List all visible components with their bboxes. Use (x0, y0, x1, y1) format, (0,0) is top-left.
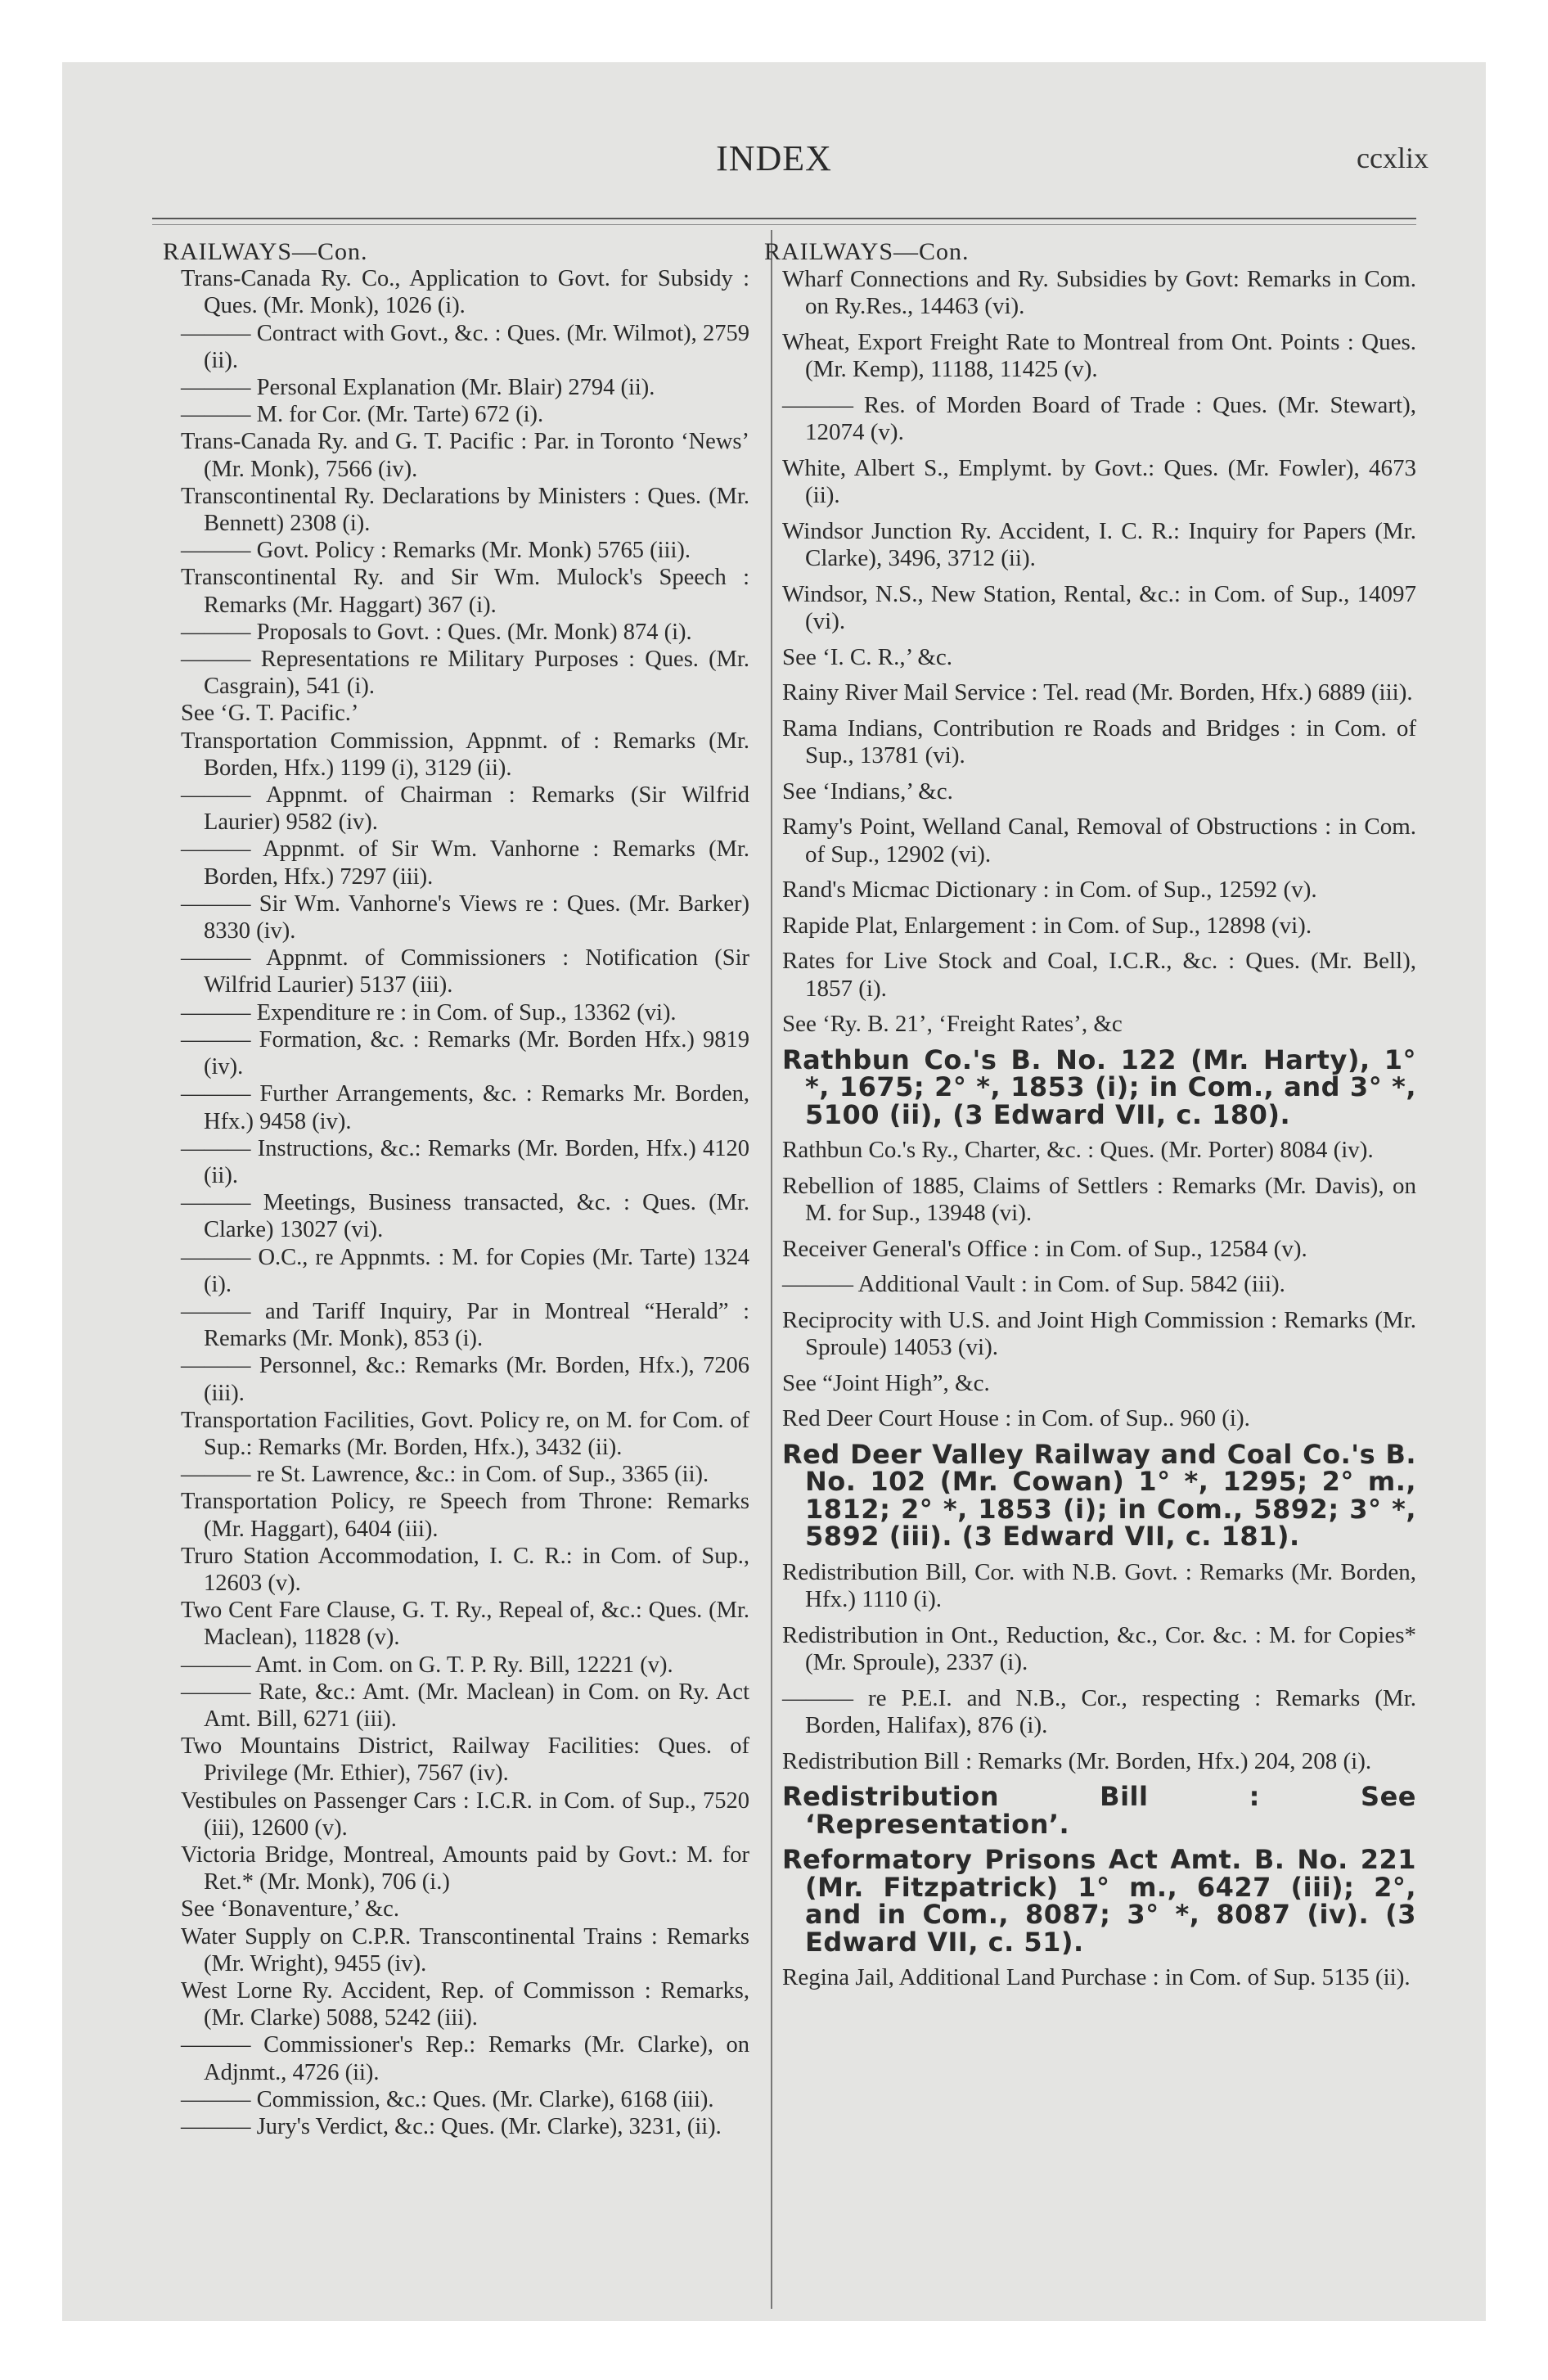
index-entry: Rama Indians, Contribution re Roads and Bridges : in Com. of Sup., 13781 (vi). (782, 714, 1416, 769)
index-entry: Rathbun Co.'s B. No. 122 (Mr. Harty), 1° *, 1675; 2° *, 1853 (i); in Com., and 3° *, 5100 (ii), (3 Edward VII, c. 180). (782, 1044, 1416, 1130)
header-rule-thin (152, 224, 1416, 225)
index-entry: ——— and Tariff Inquiry, Par in Montreal “Herald” : Remarks (Mr. Monk), 853 (i). (181, 1298, 749, 1352)
header-rule (152, 218, 1416, 219)
index-entry: See ‘Indians,’ &c. (782, 778, 953, 805)
index-entry: ——— O.C., re Appnmts. : M. for Copies (Mr. Tarte) 1324 (i). (181, 1244, 749, 1297)
index-entry: See “Joint High”, &c. (782, 1369, 990, 1396)
index-entry: Rates for Live Stock and Coal, I.C.R., &c. : Ques. (Mr. Bell), 1857 (i). (782, 948, 1416, 1002)
index-entry: Redistribution Bill, Cor. with N.B. Govt. : Remarks (Mr. Borden, Hfx.) 1110 (i). (782, 1558, 1416, 1612)
index-entry: Reciprocity with U.S. and Joint High Commission : Remarks (Mr. Sproule) 14053 (vi). (782, 1306, 1416, 1360)
index-entry: Receiver General's Office : in Com. of Sup., 12584 (v). (782, 1235, 1307, 1262)
index-entry: Truro Station Accommodation, I. C. R.: in Com. of Sup., 12603 (v). (181, 1543, 749, 1596)
index-entry: Water Supply on C.P.R. Transcontinental Trains : Remarks (Mr. Wright), 9455 (iv). (181, 1923, 749, 1977)
index-entry: West Lorne Ry. Accident, Rep. of Commisson : Remarks, (Mr. Clarke) 5088, 5242 (iii). (181, 1978, 749, 2031)
index-entry: Regina Jail, Additional Land Purchase : in Com. of Sup. 5135 (ii). (782, 1964, 1411, 1990)
index-entry: ——— Govt. Policy : Remarks (Mr. Monk) 5765 (iii). (181, 538, 691, 564)
index-entry: Transportation Policy, re Speech from Throne: Remarks (Mr. Haggart), 6404 (iii). (181, 1489, 749, 1542)
index-entry: Redistribution in Ont., Reduction, &c., Cor. &c. : M. for Copies* (Mr. Sproule), 2337 (i). (782, 1621, 1416, 1675)
index-entry: See ‘I. C. R.,’ &c. (782, 643, 953, 670)
index-entry: Trans-Canada Ry. and G. T. Pacific : Par. in Toronto ‘News’ (Mr. Monk), 7566 (iv). (181, 429, 749, 482)
index-entry: ——— Jury's Verdict, &c.: Ques. (Mr. Clarke), 3231, (ii). (181, 2114, 722, 2140)
index-entry: Victoria Bridge, Montreal, Amounts paid by Govt.: M. for Ret.* (Mr. Monk), 706 (i.) (181, 1841, 749, 1895)
index-entry: Wheat, Export Freight Rate to Montreal from Ont. Points : Ques. (Mr. Kemp), 11188, 11425 (v). (782, 328, 1416, 382)
index-entry: Transportation Commission, Appnmt. of : Remarks (Mr. Borden, Hfx.) 1199 (i), 3129 (ii). (181, 728, 749, 781)
index-entry: ——— Additional Vault : in Com. of Sup. 5842 (iii). (782, 1271, 1285, 1297)
index-entry: Two Mountains District, Railway Facilities: Ques. of Privilege (Mr. Ethier), 7567 (iv). (181, 1733, 749, 1787)
index-entry: Rainy River Mail Service : Tel. read (Mr. Borden, Hfx.) 6889 (iii). (782, 679, 1413, 705)
index-entry: ——— Meetings, Business transacted, &c. : Ques. (Mr. Clarke) 13027 (vi). (181, 1190, 749, 1243)
index-entry: Ramy's Point, Welland Canal, Removal of Obstructions : in Com. of Sup., 12902 (vi). (782, 814, 1416, 868)
page-number: ccxlix (1357, 142, 1429, 174)
index-entry: Redistribution Bill : See ‘Representation’. (782, 1781, 1416, 1840)
index-entry: Transportation Facilities, Govt. Policy re, on M. for Com. of Sup.: Remarks (Mr. Borden, Hfx.), 3432 (ii). (181, 1407, 749, 1460)
index-entry: ——— Personal Explanation (Mr. Blair) 2794 (ii). (181, 375, 655, 401)
index-entry: Red Deer Valley Railway and Coal Co.'s B. No. 102 (Mr. Cowan) 1° *, 1295; 2° m., 1812; 2° *, 1853 (i); in Com., 5892; 3° *, 5892 (iii). (3 Edward VII, c. 181). (782, 1438, 1416, 1552)
page-title: INDEX (716, 138, 832, 178)
index-entry: ——— Representations re Military Purposes : Ques. (Mr. Casgrain), 541 (i). (181, 647, 749, 700)
left-entry-list (181, 265, 749, 2140)
index-entry: Transcontinental Ry. and Sir Wm. Mulock's Speech : Remarks (Mr. Haggart) 367 (i). (181, 565, 749, 618)
index-entry: See ‘Bonaventure,’ &c. (181, 1896, 399, 1922)
index-entry: ——— Res. of Morden Board of Trade : Ques. (Mr. Stewart), 12074 (v). (782, 391, 1416, 445)
section-heading: RAILWAYS—Con. (764, 238, 970, 265)
index-entry: ——— Expenditure re : in Com. of Sup., 13362 (vi). (181, 999, 677, 1025)
right-column (764, 238, 1416, 2000)
index-entry: ——— Contract with Govt., &c. : Ques. (Mr. Wilmot), 2759 (ii). (181, 320, 749, 373)
index-entry: ——— Instructions, &c.: Remarks (Mr. Borden, Hfx.) 4120 (ii). (181, 1135, 749, 1188)
index-entry: ——— M. for Cor. (Mr. Tarte) 672 (i). (181, 402, 544, 428)
index-entry: ——— Proposals to Govt. : Ques. (Mr. Monk) 874 (i). (181, 619, 692, 645)
index-entry: Trans-Canada Ry. Co., Application to Govt. for Subsidy : Ques. (Mr. Monk), 1026 (i). (181, 266, 749, 319)
index-entry: Wharf Connections and Ry. Subsidies by Govt: Remarks in Com. on Ry.Res., 14463 (vi). (782, 265, 1416, 319)
page-sheet (62, 62, 1486, 2321)
index-entry: ——— re St. Lawrence, &c.: in Com. of Sup., 3365 (ii). (181, 1462, 709, 1488)
index-entry: Transcontinental Ry. Declarations by Ministers : Ques. (Mr. Bennett) 2308 (i). (181, 483, 749, 537)
index-entry: Rand's Micmac Dictionary : in Com. of Sup., 12592 (v). (782, 877, 1317, 903)
index-entry: ——— Commission, &c.: Ques. (Mr. Clarke), 6168 (iii). (181, 2086, 714, 2112)
index-entry: ——— Sir Wm. Vanhorne's Views re : Ques. (Mr. Barker) 8330 (iv). (181, 890, 749, 944)
index-entry: ——— Amt. in Com. on G. T. P. Ry. Bill, 12221 (v). (181, 1652, 673, 1678)
section-heading: RAILWAYS—Con. (163, 238, 368, 265)
index-entry: ——— Appnmt. of Commissioners : Notification (Sir Wilfrid Laurier) 5137 (iii). (181, 945, 749, 998)
index-entry: ——— Rate, &c.: Amt. (Mr. Maclean) in Com. on Ry. Act Amt. Bill, 6271 (iii). (181, 1679, 749, 1732)
index-entry: ——— Appnmt. of Chairman : Remarks (Sir Wilfrid Laurier) 9582 (iv). (181, 782, 749, 836)
index-entry: See ‘Ry. B. 21’, ‘Freight Rates’, &c (782, 1011, 1123, 1037)
index-entry: White, Albert S., Emplymt. by Govt.: Ques. (Mr. Fowler), 4673 (ii). (782, 454, 1416, 508)
index-entry: Vestibules on Passenger Cars : I.C.R. in Com. of Sup., 7520 (iii), 12600 (v). (181, 1787, 749, 1841)
index-entry: Two Cent Fare Clause, G. T. Ry., Repeal of, &c.: Ques. (Mr. Maclean), 11828 (v). (181, 1598, 749, 1651)
index-entry: ——— Formation, &c. : Remarks (Mr. Borden Hfx.) 9819 (iv). (181, 1026, 749, 1080)
index-entry: Windsor, N.S., New Station, Rental, &c.: in Com. of Sup., 14097 (vi). (782, 580, 1416, 634)
index-entry: ——— Further Arrangements, &c. : Remarks Mr. Borden, Hfx.) 9458 (iv). (181, 1081, 749, 1134)
index-entry: Redistribution Bill : Remarks (Mr. Borden, Hfx.) 204, 208 (i). (782, 1747, 1372, 1774)
index-entry: Rebellion of 1885, Claims of Settlers : Remarks (Mr. Davis), on M. for Sup., 13948 (vi). (782, 1172, 1416, 1226)
index-entry: ——— Commissioner's Rep.: Remarks (Mr. Clarke), on Adjnmt., 4726 (ii). (181, 2032, 749, 2085)
index-entry: Rathbun Co.'s Ry., Charter, &c. : Ques. (Mr. Porter) 8084 (iv). (782, 1137, 1374, 1163)
index-entry: Red Deer Court House : in Com. of Sup.. 960 (i). (782, 1405, 1250, 1431)
index-entry: Reformatory Prisons Act Amt. B. No. 221 (Mr. Fitzpatrick) 1° m., 6427 (iii); 2°, and in Com., 8087; 3° *, 8087 (iv). (3 Edward VII, c. 51). (782, 1844, 1416, 1958)
index-entry: See ‘G. T. Pacific.’ (181, 701, 359, 727)
right-entry-list (782, 266, 1416, 1992)
column-divider (771, 230, 772, 2309)
index-entry: ——— Personnel, &c.: Remarks (Mr. Borden, Hfx.), 7206 (iii). (181, 1353, 749, 1406)
index-entry: Windsor Junction Ry. Accident, I. C. R.: Inquiry for Papers (Mr. Clarke), 3496, 3712 (ii). (782, 517, 1416, 571)
index-entry: Rapide Plat, Enlargement : in Com. of Sup., 12898 (vi). (782, 912, 1312, 939)
page-header (62, 62, 1486, 226)
index-entry: ——— Appnmt. of Sir Wm. Vanhorne : Remarks (Mr. Borden, Hfx.) 7297 (iii). (181, 836, 749, 890)
index-entry: ——— re P.E.I. and N.B., Cor., respecting : Remarks (Mr. Borden, Halifax), 876 (i). (782, 1684, 1416, 1738)
left-column (163, 238, 749, 2140)
